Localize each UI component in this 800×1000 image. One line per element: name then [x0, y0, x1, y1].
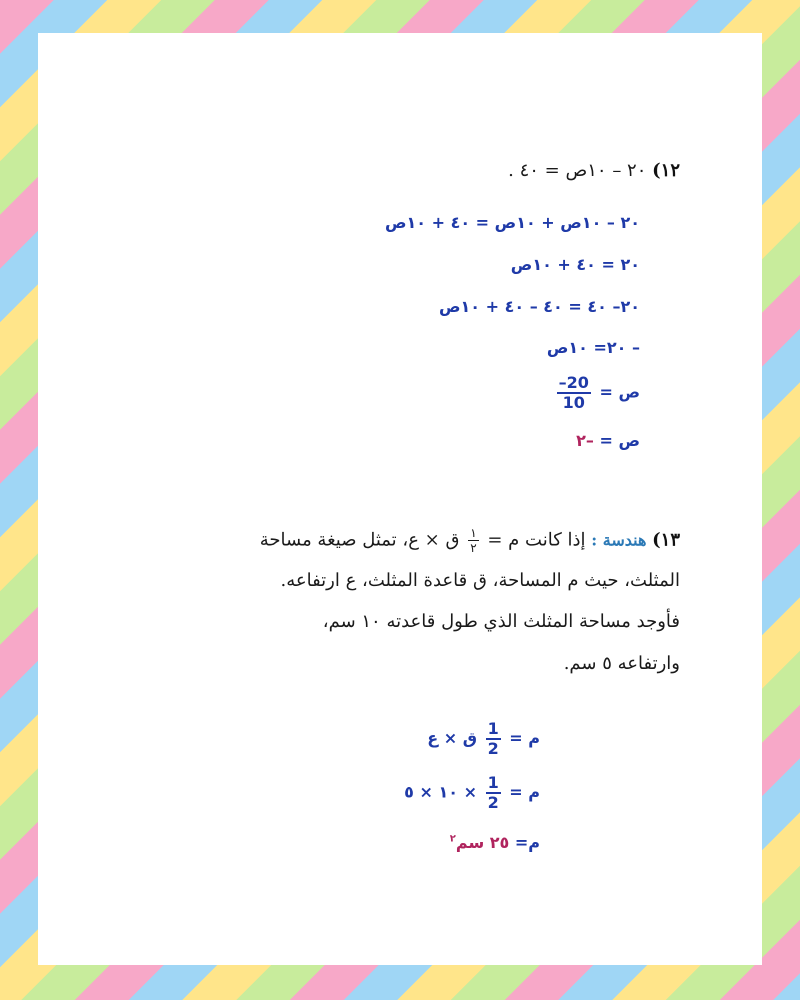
p13-a1-lhs: م =	[509, 728, 540, 748]
problem-12-equation: ٢٠ – ١٠ص = ٤٠ .	[508, 160, 647, 181]
p12-step-2: ٢٠ = ٤٠ + ١٠ص	[510, 255, 640, 274]
p13-answer-step-1	[427, 721, 540, 757]
p13-a1-numerator: 1	[487, 719, 499, 738]
p12-step-5-fraction	[557, 375, 591, 411]
problem-13-number: ١٣)	[652, 529, 680, 551]
p12-answer: –٢	[576, 431, 594, 450]
p12-step-5	[554, 375, 640, 411]
p12-step-5-lhs: ص =	[599, 382, 640, 402]
problem-13-line-3: فأوجد مساحة المثلث الذي طول قاعدته ١٠ سم،	[322, 611, 680, 632]
problem-12-number: ١٢)	[652, 160, 680, 181]
p12-step-3: ٢٠– ٤٠ = ٤٠ – ٤٠ + ١٠ص	[439, 297, 640, 316]
p13-a3-lhs: م=	[514, 833, 540, 852]
p13-answer-exponent: ٢	[449, 833, 456, 845]
geometry-label: هندسة :	[591, 530, 647, 550]
p13-a1-fraction	[486, 721, 501, 757]
p13-a2-denominator: 2	[487, 793, 499, 812]
problem-13-line-2: المثلث، حيث م المساحة، ق قاعدة المثلث، ع ارتفاعه.	[280, 570, 680, 591]
p13-answer-value: ٢٥ سم	[455, 833, 510, 852]
problem-13-text-a: إذا كانت م =	[487, 529, 586, 551]
p13-a1-denominator: 2	[487, 739, 499, 758]
p12-fraction-numerator: 20–	[558, 373, 589, 392]
p12-step-6-lhs: ص =	[599, 431, 640, 450]
p13-answer-step-3	[450, 833, 540, 852]
worksheet-page	[38, 33, 762, 965]
p13-a2-rhs: × ١٠ × ٥	[404, 782, 477, 802]
p13-a1-rhs: ق × ع	[427, 728, 477, 748]
p13-a2-fraction	[486, 775, 501, 811]
problem-13-half-fraction	[468, 527, 478, 554]
half-denominator: ٢	[470, 541, 477, 555]
problem-12-statement	[508, 160, 680, 181]
problem-13-text-b: ق × ع، تمثل صيغة مساحة	[259, 529, 460, 551]
p12-step-6	[576, 431, 640, 450]
p13-a2-lhs: م =	[509, 782, 540, 802]
half-numerator: ١	[470, 526, 477, 540]
p13-answer	[450, 833, 510, 852]
p12-step-4: – ٢٠= ١٠ص	[546, 338, 640, 357]
p13-a2-numerator: 1	[487, 773, 499, 792]
problem-13-line-4: وارتفاعه ٥ سم.	[563, 653, 680, 674]
problem-13-line-1	[260, 527, 680, 554]
p13-answer-step-2	[404, 775, 540, 811]
p12-step-1: ٢٠ – ١٠ص + ١٠ص = ٤٠ + ١٠ص	[384, 213, 640, 232]
p12-fraction-denominator: 10	[562, 393, 585, 412]
